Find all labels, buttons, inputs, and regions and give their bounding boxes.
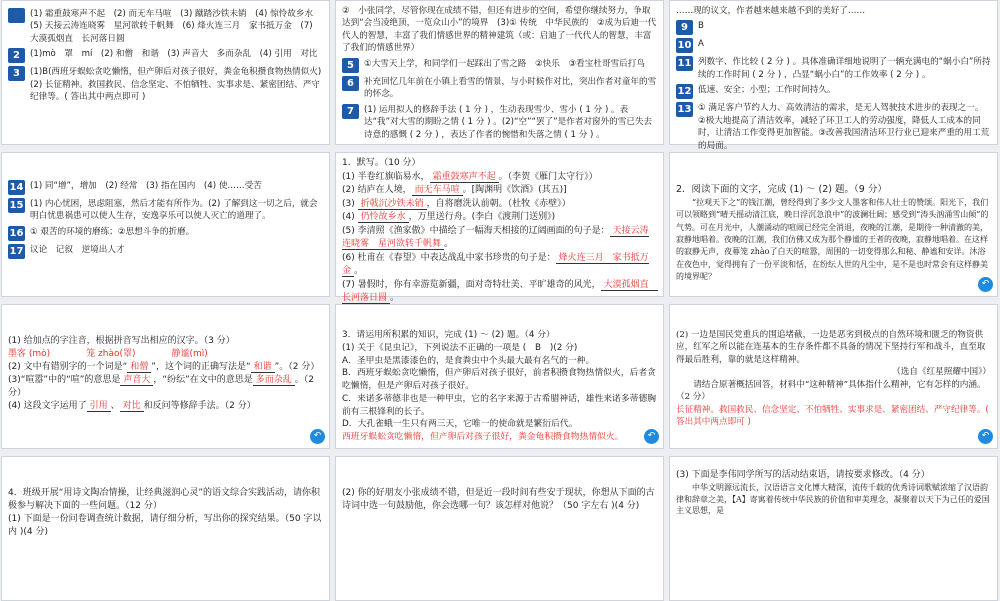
dictation-line: (4) 仍怜故乡水 ，万里送行舟。(李白《渡荆门送别》) — [342, 212, 556, 222]
answer-text: ① 艰苦的环境的磨练；②思想斗争的折磨。 — [30, 226, 195, 237]
question-title: 4．班级开展“用诗文陶冶情操，让经典滋润心灵”的语文综合实践活动，请你积极参与解决下面的一些问题。（12 分） — [8, 488, 321, 512]
return-icon[interactable]: ↶ — [978, 277, 993, 292]
question-text: (1) 给加点的字注音，根据拼音写出相应的汉字。（3 分） — [8, 336, 235, 346]
return-icon[interactable]: ↶ — [644, 429, 659, 444]
answer-text: B — [698, 21, 704, 32]
option-text: C．来诺多蒂德非也是一种甲虫，它的名字来源于古希腊神话，雄性来诺多蒂德胸前有三根锋利的长子。 — [342, 393, 657, 417]
question-number-badge: 3 — [8, 66, 25, 81]
question-text: (3)“喧嚣”中的“喧”的意思是 声音大 ，“纷纭”在文中的意思是 多而杂乱 。（2 分） — [8, 375, 314, 399]
answer-text: 西班牙蜈蚣贪吃懒惰，但产卵后对孩子很好，粪金龟积攒食物热情似火。 — [342, 432, 624, 442]
question-number-badge: 15 — [9, 200, 24, 211]
question-number-badge: 12 — [677, 86, 692, 98]
question-text: (2) 一边是国民党重兵的围追堵截，一边是恶劣到极点的自然环境和匮乏的物资供应，红军之所以能在连基本的生存条件都不具备的情况下坚持行军和战斗，直至取得最后胜利，靠的就是这样精神。 — [676, 330, 986, 365]
answer-text: (1)B(西班牙蜈蚣贪吃懒惰，但产卵后对孩子很好，粪金龟积攒食物热情似火) (2) 长征精神。救国救民、信念坚定、不怕牺牲、实事求是、紧密团结、严守纪律等。( 答出其中两点即可 ) — [30, 67, 330, 103]
dictation-line: (1) 半卷红旗临易水， 霜重鼓寒声不起 。（李贺《雁门太守行》） — [342, 171, 598, 182]
question-number-badge: 7 — [342, 104, 359, 119]
question-number-badge: 17 — [9, 245, 24, 257]
source-text: （选自《红星照耀中国》） — [892, 367, 991, 378]
question-text: (1) 下面是一份问卷调查统计数据，请仔细分析，写出你的探究结果。（50 字以内 )(4 分) — [8, 514, 322, 538]
option-text: A．圣甲虫是黑漆漆色的，是食粪虫中个头最大最有名气的一种。 — [342, 355, 595, 366]
question-text: (1) 关于《昆虫记》，下列说法不正确的一项是 ( B )(2 分) — [342, 342, 578, 353]
answer-slide-1 — [1, 0, 330, 145]
answer-text: 墨客 (mò) 笼 zhào(罩) 静谧(mì) — [8, 349, 208, 360]
dictation-line: (5) 李清照《渔家傲》中描绘了一幅海天相接的辽阔画面的句子是： 天接云涛连晓雾 星河欲转千帆舞 。 — [342, 225, 649, 249]
option-text: B．西班牙蜈蚣贪吃懒惰，但产卵后对孩子很好，前者积攒食物热情似火，后者贪吃懒惰，但是产卵后对孩子很好。 — [342, 368, 656, 391]
question-slide-insects — [335, 304, 664, 449]
question-text: (3) 下面是李伟同学所写的活动结束语，请按要求修改。（4 分） — [676, 470, 930, 480]
answer-text: 长征精神。救国救民、信念坚定、不怕牺牲、实事求是、紧密团结、严守纪律等。( 答出其中两点即可 ) — [676, 404, 989, 428]
question-slide-encourage — [335, 456, 664, 601]
question-number-badge: 14 — [9, 182, 24, 193]
return-icon[interactable]: ↶ — [310, 429, 325, 444]
question-number-badge: 5 — [342, 58, 359, 73]
answer-slide-4 — [1, 152, 330, 297]
question-number-badge: 9 — [676, 20, 693, 35]
dictation-line: (7) 暑假时，你有幸游览新疆，面对奇特壮美、平旷雄奇的风光， 大漠孤烟直 长河落日圆 。 — [342, 279, 658, 303]
question-title: 3．请运用所积累的知识，完成 (1) ～ (2) 题。（4 分） — [342, 330, 555, 340]
answer-text: (1) 同“增”，增加 (2) 经常 (3) 指在国内 (4) 使……受苦 — [30, 181, 262, 191]
question-number-badge: 13 — [677, 104, 692, 116]
question-title: 1．默写。（10 分） — [342, 158, 421, 168]
question-title: 2．阅读下面的文字，完成 (1) ～ (2) 题。（9 分） — [676, 184, 887, 195]
answer-text: ① 满足客户节约人力、高效清洁的需求，是无人驾驶技术进步的表现之一。②极大地提高了清洁效率，减轻了环卫工人的劳动强度，降低人工成本的同时，让清洁工作变得更加智能。③改善我国清洁环卫行业已迎来严重的用工荒的局面。 — [698, 103, 990, 151]
answer-text: 列数字、作比较 ( 2 分 ) 。具体准确详细地说明了一辆充满电的“蜗小白”所持续的工作时间 ( 2 分 ) ，凸显“蜗小白”的工作效率 ( 2 分 ) 。 — [698, 57, 991, 80]
dictation-line: (6) 杜甫在《春望》中表达战乱中家书珍贵的句子是： 烽火连三月 家书抵万金 。 — [342, 252, 649, 276]
question-slide-dictation — [335, 152, 664, 303]
question-slide-closing — [669, 456, 998, 601]
dictation-line: (3) 折戟沉沙铁未销 ，自将磨洗认前朝。（杜牧《赤壁》） — [342, 198, 571, 209]
answer-text: ② 小张同学，尽管你现在成绩不错，但还有进步的空间，希望你继续努力，争取达到“会当凌绝顶，一览众山小”的境界 (3)① 传统 中华民族的 ②成为后迪一代代人的智慧，丰富了我们情感世界的精神建筑（或：启迪了一代代人的智慧，丰富了我们的情感世界） — [342, 6, 657, 54]
answer-text: ①大雪天上学，和同学们一起踩出了雪之路 ②快乐 ③看宝杜哥雪后打鸟 — [364, 58, 645, 69]
question-text: (2) 你的好朋友小张成绩不错，但是近一段时间有些安于现状，你想从下面的古诗词中选一句鼓励他，你会选哪一句？该怎样对他说？（50 字左右 )(4 分) — [342, 488, 655, 512]
question-number-badge: 16 — [9, 227, 24, 239]
option-text: D．大孔雀蛾一生只有两三天，它唯一的使命就是繁衍后代。 — [342, 419, 578, 430]
question-number-badge — [8, 8, 25, 23]
answer-text: (1) 霜重鼓寒声不起 (2) 而无车马喧 (3) 蹴踏沙铁未销 (4) 惊怜故乡水 (5) 天接云涛连晓雾 星河欲转千帆舞 (6) 烽火连三月 家书抵万金 (7) 大漠孤烟直 长河落日圆 — [30, 9, 322, 44]
question-slide-reading — [669, 152, 998, 297]
question-slide-pinyin — [1, 304, 330, 449]
answer-slide-3 — [669, 0, 998, 151]
passage-text: 中华文明源远流长，汉语语言文化博大精深，流传千载的优秀诗词歌赋浓缩了汉语韵律和辞章之美，【A】寄寓着传统中华民族的价值和审美理念，凝聚着以天下为己任的爱国主义思想，是 — [676, 483, 990, 516]
answer-text: (1)mò 罩 mí (2) 和僧 和谐 (3) 声音大 多而杂乱 (4) 引用 对比 — [30, 49, 318, 60]
return-icon[interactable]: ↶ — [978, 429, 993, 444]
answer-text: (1) 运用拟人的修辞手法 ( 1 分 ) ，生动表现雪少、雪小 ( 1 分 ) 。表达“我”对大雪的期盼之情 ( 1 分 ) 。(2)“空”“罢了”是作者对窗外的雪已失去诗意的感慨 ( 2 分 ) ，表达了作者的惋惜和失落之情 ( 1 分 ) 。 — [364, 104, 653, 140]
answer-text: 低速、安全；小型；工作时间持久。 — [698, 85, 836, 96]
answer-text: 补充回忆几年前在小镇上看雪的情景，与小时候作对比，突出作者对童年的雪的怀念。 — [364, 76, 657, 100]
question-number-badge: 2 — [8, 48, 25, 63]
question-text: 请结合原著概括回答，材料中“这种精神”具体指什么精神，它有怎样的内涵。（2 分） — [676, 379, 986, 403]
question-text: (4) 这段文字运用了 引用 、 对比 和反问等修辞手法。（2 分） — [8, 401, 256, 412]
question-number-badge: 10 — [677, 40, 692, 52]
question-number-badge: 6 — [342, 76, 359, 91]
answer-slide-2 — [335, 0, 664, 145]
question-text: (2) 文中有错别字的一个词是“ 和僧 ”，这个词的正确写法是“ 和谐 ”。（2 分） — [8, 362, 320, 373]
question-number-badge: 11 — [677, 58, 692, 70]
answer-text: (1) 内心忧困，思虑阻塞，然后才能有所作为。(2) 了解到这一切之后，就会明白忧患祸患可以使人生存，安逸享乐可以使人灭亡的道理了。 — [30, 199, 318, 222]
answer-text: 议论 记叙 逆境出人才 — [30, 244, 125, 255]
answer-text: A — [698, 39, 704, 50]
question-slide-long-march — [669, 304, 998, 449]
reading-passage: “拉观天下之”的钱江潮，曾经得到了多少文人墨客和伟人壮士的赞颂。阳光下，我们可以领略到“晴天摇动清江底，晚日浮沉急浪中”的波澜壮阔；感受到“涛头汹涌雪山倾”的气势。可在月光中，人潮涌动的喧闹已经完全消退，夜晚的江潮，是期待一种清澈的美，寂静地唱着。夜晚的江潮，我们仿佛又成为那个静谧的王者的夜晚，寂静地唱着。在这样的寂静无声，夜幕笼 zhào了白天的喧嚣，周围的一切变得那么和秘、静谧和安详。沐浴在夜色中，觉得拥有了一份平淡和恬，在纷纭人世的凡尘中，是不是也时常会有这样静美的境界呢？ — [676, 197, 989, 282]
dictation-line: (2) 结庐在人境， 而无车马喧 。[陶渊明《饮酒》(其五)] — [342, 185, 567, 195]
answer-text: ……现的议文，作者越来越来越不到的美好了…… — [676, 6, 866, 16]
question-slide-activity — [1, 456, 330, 601]
